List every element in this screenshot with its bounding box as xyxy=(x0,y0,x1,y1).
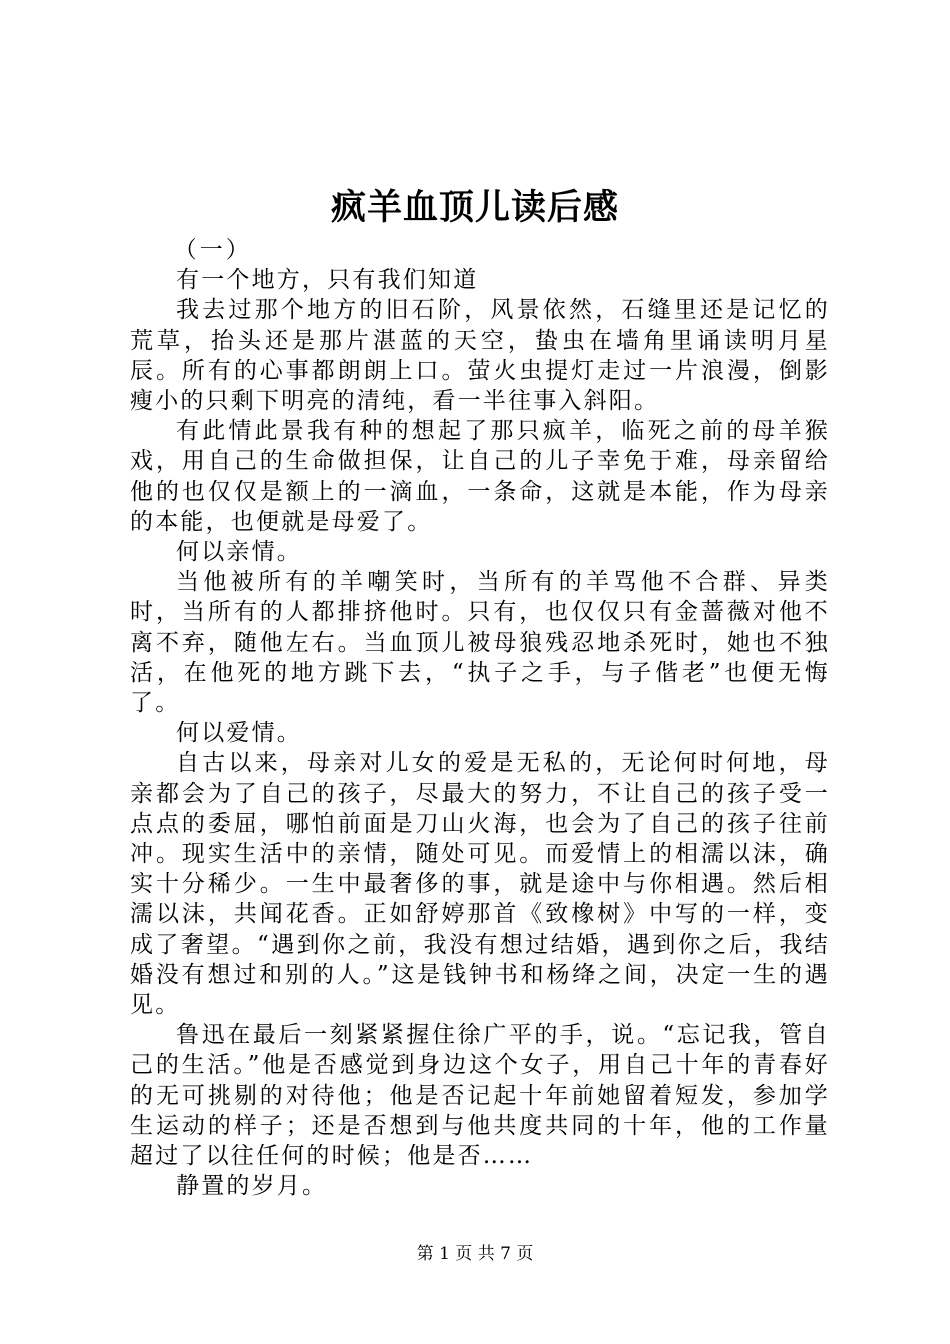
paragraph: 何以亲情。 xyxy=(176,539,302,566)
document-title: 疯羊血顶儿读后感 xyxy=(330,188,619,228)
paragraph: 鲁迅在最后一刻紧紧握住徐广平的手，说。“忘记我，管自己的生活。”他是否感觉到身边这个女子，用自己十年的青春好的无可挑剔的对待他；他是否记起十年前她留着短发，参加学生运动的样子；还是否想到与他共度共同的十年，他的工作量超过了以往任何的时候；他是否…… xyxy=(130,1022,830,1170)
paragraph: 当他被所有的羊嘲笑时，当所有的羊骂他不合群、异类时，当所有的人都排挤他时。只有，也仅仅只有金蔷薇对他不离不弃，随他左右。当血顶儿被母狼残忍地杀死时，她也不独活，在他死的地方跳下去，“执子之手，与子偕老”也便无悔了。 xyxy=(130,569,830,717)
paragraph: 静置的岁月。 xyxy=(176,1173,328,1200)
page-footer: 第 1 页 共 7 页 xyxy=(416,1244,534,1264)
document-body xyxy=(130,235,830,1202)
section-number: （一） xyxy=(173,237,252,263)
paragraph: 我去过那个地方的旧石阶，风景依然，石缝里还是记忆的荒草，抬头还是那片湛蓝的天空，蛰虫在墙角里诵读明月星辰。所有的心事都朗朗上口。萤火虫提灯走过一片浪漫，倒影瘦小的只剩下明亮的清纯，看一半往事入斜阳。 xyxy=(130,297,830,415)
paragraph: 何以爱情。 xyxy=(176,720,302,747)
paragraph: 自古以来，母亲对儿女的爱是无私的，无论何时何地，母亲都会为了自己的孩子，尽最大的努力，不让自己的孩子受一点点的委屈，哪怕前面是刀山火海，也会为了自己的孩子往前冲。现实生活中的亲情，随处可见。而爱情上的相濡以沫，确实十分稀少。一生中最奢侈的事，就是途中与你相遇。然后相濡以沫，共闻花香。正如舒婷那首《致橡树》中写的一样，变成了奢望。“遇到你之前，我没有想过结婚，遇到你之后，我结婚没有想过和别的人。”这是钱钟书和杨绛之间，决定一生的遇见。 xyxy=(130,750,830,1019)
paragraph: 有一个地方，只有我们知道 xyxy=(176,267,479,294)
paragraph: 有此情此景我有种的想起了那只疯羊，临死之前的母羊猴戏，用自己的生命做担保，让自己的儿子幸免于难，母亲留给他的也仅仅是额上的一滴血，一条命，这就是本能，作为母亲的本能，也便就是母爱了。 xyxy=(130,418,830,535)
